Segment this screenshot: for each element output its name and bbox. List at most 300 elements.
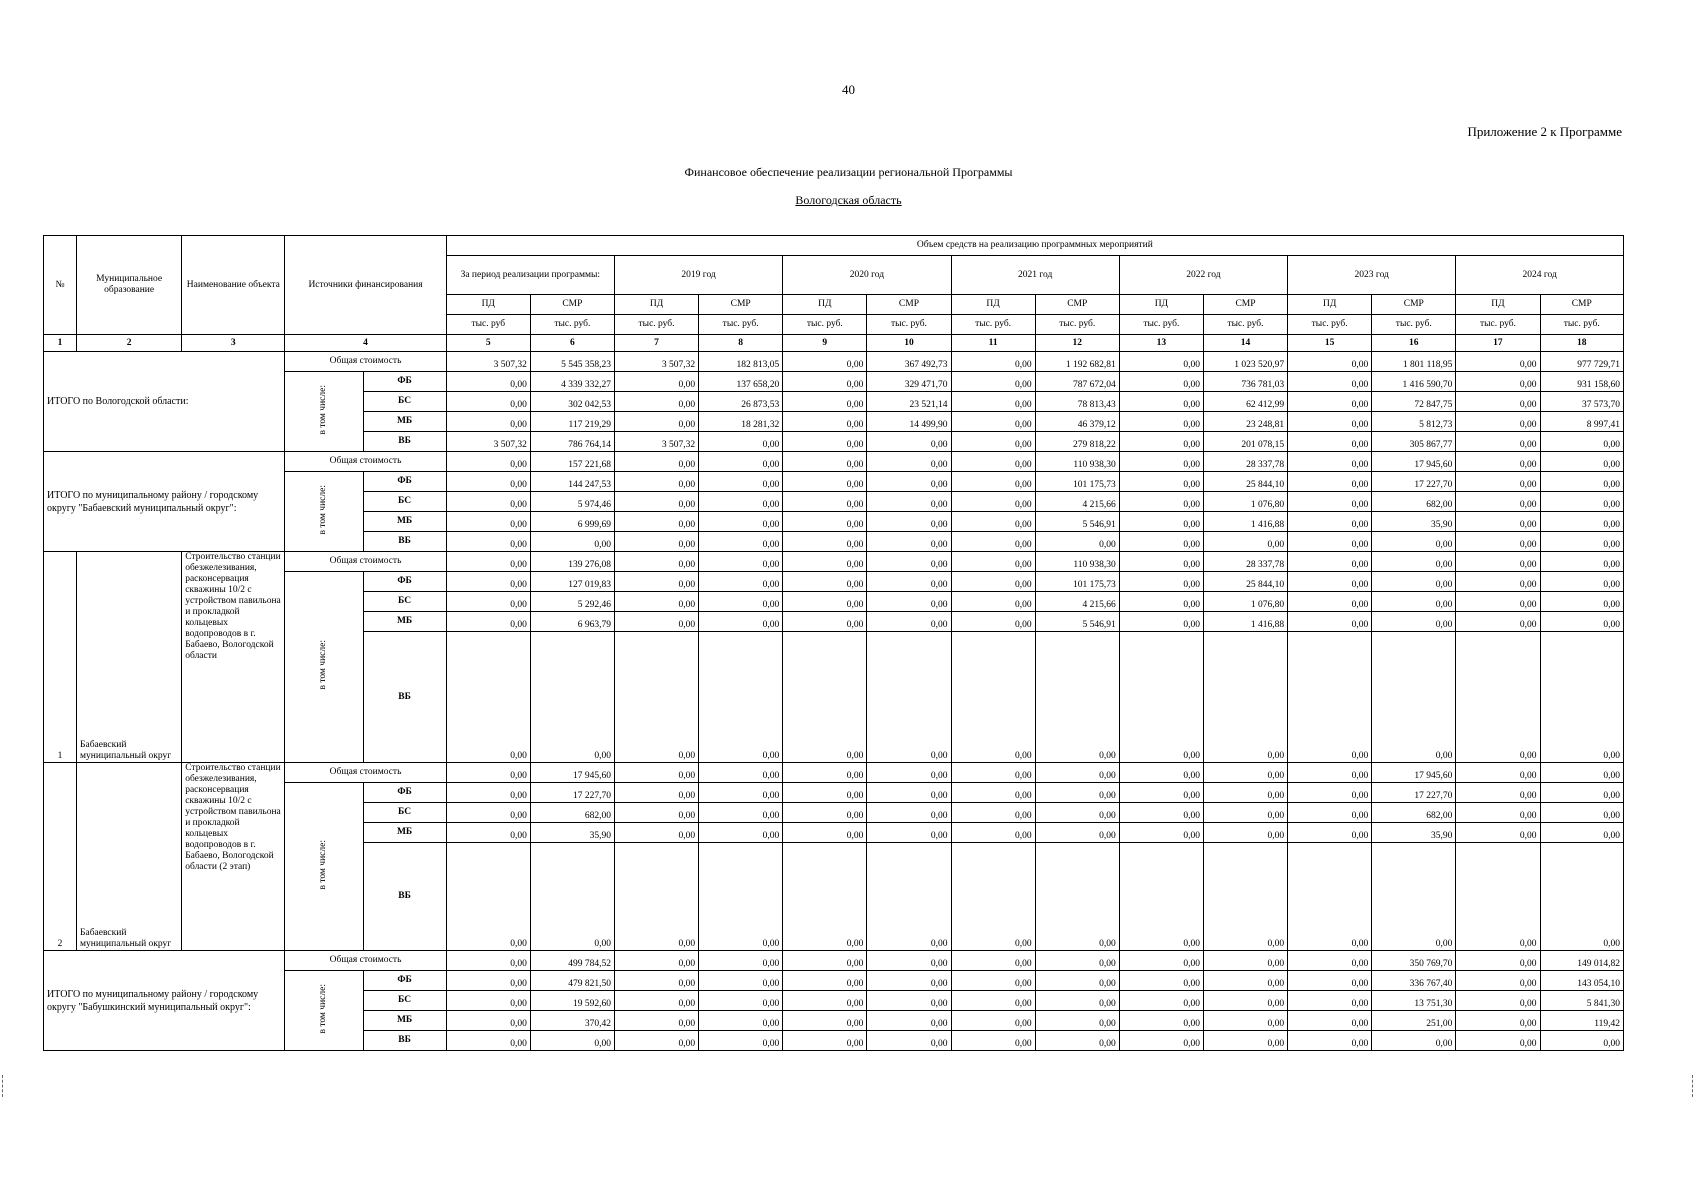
value-cell: 0,00 [446, 1011, 530, 1031]
finance-table [43, 235, 1624, 1051]
table-body [44, 352, 1624, 1051]
value-cell: 0,00 [867, 572, 951, 592]
value-cell: 0,00 [1035, 1031, 1119, 1051]
header-unit: тыс. руб. [1456, 315, 1540, 335]
table-row [44, 552, 1624, 572]
header-unit: тыс. руб. [1372, 315, 1456, 335]
value-cell: 28 337,78 [1203, 452, 1287, 472]
including-label [285, 472, 363, 552]
value-cell: 0,00 [614, 843, 698, 951]
header-year: 2019 год [614, 256, 782, 295]
value-cell: 5 841,30 [1540, 991, 1624, 1011]
value-cell: 28 337,78 [1203, 552, 1287, 572]
value-cell: 0,00 [1288, 843, 1372, 951]
value-cell: 0,00 [1540, 432, 1624, 452]
value-cell: 0,00 [1540, 612, 1624, 632]
column-number: 7 [614, 335, 698, 352]
value-cell: 0,00 [446, 412, 530, 432]
value-cell: 0,00 [1540, 843, 1624, 951]
source-bs: БС [363, 492, 446, 512]
header-unit: тыс. руб. [1035, 315, 1119, 335]
value-cell: 0,00 [783, 412, 867, 432]
value-cell: 0,00 [1288, 783, 1372, 803]
value-cell: 0,00 [446, 592, 530, 612]
value-cell: 0,00 [1119, 843, 1203, 951]
value-cell: 0,00 [783, 1011, 867, 1031]
value-cell: 0,00 [614, 552, 698, 572]
value-cell: 0,00 [951, 452, 1035, 472]
value-cell: 0,00 [1456, 372, 1540, 392]
column-number: 15 [1288, 335, 1372, 352]
value-cell: 144 247,53 [530, 472, 614, 492]
source-mb: МБ [363, 512, 446, 532]
value-cell: 0,00 [1288, 1031, 1372, 1051]
value-cell: 0,00 [1372, 1031, 1456, 1051]
value-cell: 0,00 [1203, 763, 1287, 783]
value-cell: 0,00 [1456, 823, 1540, 843]
value-cell: 0,00 [783, 612, 867, 632]
value-cell: 0,00 [1288, 552, 1372, 572]
value-cell: 0,00 [951, 372, 1035, 392]
column-number: 9 [783, 335, 867, 352]
value-cell: 0,00 [1456, 492, 1540, 512]
column-number: 4 [285, 335, 446, 352]
value-cell: 1 076,80 [1203, 592, 1287, 612]
value-cell: 0,00 [867, 763, 951, 783]
value-cell: 0,00 [699, 532, 783, 552]
value-cell: 0,00 [446, 532, 530, 552]
value-cell: 0,00 [446, 1031, 530, 1051]
value-cell: 0,00 [867, 612, 951, 632]
value-cell: 0,00 [1119, 352, 1203, 372]
value-cell: 0,00 [699, 991, 783, 1011]
value-cell: 0,00 [783, 632, 867, 763]
value-cell: 0,00 [783, 951, 867, 971]
total-title: ИТОГО по Вологодской области: [44, 352, 285, 452]
value-cell: 0,00 [783, 843, 867, 951]
value-cell: 0,00 [1119, 823, 1203, 843]
value-cell: 101 175,73 [1035, 472, 1119, 492]
value-cell: 23 248,81 [1203, 412, 1287, 432]
value-cell: 0,00 [1119, 372, 1203, 392]
value-cell: 0,00 [1456, 612, 1540, 632]
value-cell: 0,00 [699, 803, 783, 823]
header-unit: тыс. руб [446, 315, 530, 335]
value-cell: 0,00 [1456, 412, 1540, 432]
row-index: 1 [44, 552, 77, 763]
value-cell: 0,00 [1540, 632, 1624, 763]
value-cell: 0,00 [1119, 412, 1203, 432]
value-cell: 0,00 [446, 823, 530, 843]
value-cell: 0,00 [446, 991, 530, 1011]
header-year: 2020 год [783, 256, 951, 295]
value-cell: 0,00 [951, 512, 1035, 532]
value-cell: 0,00 [530, 632, 614, 763]
value-cell: 0,00 [783, 452, 867, 472]
value-cell: 787 672,04 [1035, 372, 1119, 392]
value-cell: 0,00 [1372, 612, 1456, 632]
value-cell: 3 507,32 [614, 432, 698, 452]
value-cell: 0,00 [1456, 392, 1540, 412]
value-cell: 0,00 [699, 512, 783, 532]
value-cell: 0,00 [699, 1011, 783, 1031]
source-bs: БС [363, 592, 446, 612]
header-smr: СМР [1035, 295, 1119, 315]
value-cell: 0,00 [783, 552, 867, 572]
value-cell: 0,00 [1203, 971, 1287, 991]
value-cell: 0,00 [1203, 823, 1287, 843]
column-number: 11 [951, 335, 1035, 352]
value-cell: 5 812,73 [1372, 412, 1456, 432]
value-cell: 0,00 [867, 991, 951, 1011]
value-cell: 0,00 [867, 512, 951, 532]
header-smr: СМР [1540, 295, 1624, 315]
source-mb: МБ [363, 1011, 446, 1031]
value-cell: 0,00 [951, 592, 1035, 612]
value-cell: 13 751,30 [1372, 991, 1456, 1011]
value-cell: 0,00 [951, 951, 1035, 971]
value-cell: 479 821,50 [530, 971, 614, 991]
value-cell: 0,00 [614, 452, 698, 472]
document-title: Финансовое обеспечение реализации региональной Программы [684, 165, 1013, 179]
header-pd: ПД [1288, 295, 1372, 315]
header-year: 2022 год [1119, 256, 1287, 295]
value-cell: 682,00 [530, 803, 614, 823]
value-cell: 367 492,73 [867, 352, 951, 372]
value-cell: 127 019,83 [530, 572, 614, 592]
value-cell: 0,00 [1119, 392, 1203, 412]
value-cell: 0,00 [1456, 843, 1540, 951]
source-bs: БС [363, 392, 446, 412]
value-cell: 0,00 [1540, 492, 1624, 512]
value-cell: 0,00 [1035, 763, 1119, 783]
column-number: 6 [530, 335, 614, 352]
value-cell: 0,00 [1288, 803, 1372, 823]
value-cell: 0,00 [783, 803, 867, 823]
value-cell: 0,00 [1203, 1031, 1287, 1051]
header-municipality: Муниципальное образование [77, 236, 182, 335]
municipality-name: Бабаевский муниципальный округ [77, 763, 182, 951]
value-cell: 110 938,30 [1035, 552, 1119, 572]
value-cell: 0,00 [699, 823, 783, 843]
value-cell: 17 227,70 [530, 783, 614, 803]
column-number: 10 [867, 335, 951, 352]
value-cell: 0,00 [951, 392, 1035, 412]
value-cell: 0,00 [614, 512, 698, 532]
value-cell: 0,00 [867, 552, 951, 572]
value-cell: 6 999,69 [530, 512, 614, 532]
value-cell: 302 042,53 [530, 392, 614, 412]
value-cell: 110 938,30 [1035, 452, 1119, 472]
value-cell: 1 801 118,95 [1372, 352, 1456, 372]
value-cell: 0,00 [951, 763, 1035, 783]
value-cell: 0,00 [699, 612, 783, 632]
value-cell: 0,00 [951, 843, 1035, 951]
value-cell: 0,00 [1456, 432, 1540, 452]
value-cell: 1 192 682,81 [1035, 352, 1119, 372]
source-fb: ФБ [363, 372, 446, 392]
value-cell: 0,00 [1372, 552, 1456, 572]
value-cell: 0,00 [867, 592, 951, 612]
value-cell: 0,00 [951, 572, 1035, 592]
total-cost-label: Общая стоимость [285, 951, 446, 971]
value-cell: 0,00 [1456, 452, 1540, 472]
header-unit: тыс. руб. [1119, 315, 1203, 335]
value-cell: 0,00 [1456, 572, 1540, 592]
value-cell: 3 507,32 [446, 352, 530, 372]
header-pd: ПД [1456, 295, 1540, 315]
value-cell: 0,00 [699, 951, 783, 971]
value-cell: 0,00 [1288, 612, 1372, 632]
column-number: 1 [44, 335, 77, 352]
value-cell: 0,00 [614, 412, 698, 432]
value-cell: 0,00 [1456, 991, 1540, 1011]
value-cell: 17 945,60 [530, 763, 614, 783]
source-fb: ФБ [363, 472, 446, 492]
value-cell: 0,00 [614, 783, 698, 803]
value-cell: 0,00 [446, 843, 530, 951]
total-cost-label: Общая стоимость [285, 352, 446, 372]
column-number: 12 [1035, 335, 1119, 352]
value-cell: 18 281,32 [699, 412, 783, 432]
value-cell: 0,00 [1288, 452, 1372, 472]
value-cell: 0,00 [699, 492, 783, 512]
value-cell: 0,00 [446, 971, 530, 991]
value-cell: 0,00 [1288, 971, 1372, 991]
source-mb: МБ [363, 412, 446, 432]
value-cell: 0,00 [951, 612, 1035, 632]
value-cell: 0,00 [446, 612, 530, 632]
value-cell: 35,90 [1372, 512, 1456, 532]
header-smr: СМР [530, 295, 614, 315]
including-label [285, 971, 363, 1051]
source-bs: БС [363, 803, 446, 823]
header-pd: ПД [951, 295, 1035, 315]
value-cell: 0,00 [1119, 783, 1203, 803]
value-cell: 0,00 [1119, 1031, 1203, 1051]
value-cell: 0,00 [1035, 823, 1119, 843]
value-cell: 149 014,82 [1540, 951, 1624, 971]
column-number: 13 [1119, 335, 1203, 352]
value-cell: 3 507,32 [446, 432, 530, 452]
value-cell: 0,00 [1119, 532, 1203, 552]
value-cell: 0,00 [783, 783, 867, 803]
header-year: 2021 год [951, 256, 1119, 295]
value-cell: 0,00 [1035, 632, 1119, 763]
value-cell: 1 416,88 [1203, 512, 1287, 532]
value-cell: 329 471,70 [867, 372, 951, 392]
including-text: в том числе: [318, 484, 329, 535]
value-cell: 0,00 [530, 532, 614, 552]
column-number: 17 [1456, 335, 1540, 352]
value-cell: 0,00 [614, 823, 698, 843]
column-number: 5 [446, 335, 530, 352]
value-cell: 0,00 [699, 783, 783, 803]
value-cell: 0,00 [1119, 951, 1203, 971]
value-cell: 0,00 [614, 472, 698, 492]
value-cell: 736 781,03 [1203, 372, 1287, 392]
value-cell: 25 844,10 [1203, 572, 1287, 592]
value-cell: 0,00 [783, 991, 867, 1011]
value-cell: 137 658,20 [699, 372, 783, 392]
value-cell: 0,00 [1540, 783, 1624, 803]
header-unit: тыс. руб. [699, 315, 783, 335]
object-name: Строительство станции обезжелезивания, расконсервация скважины 10/2 с устройством павильона и прокладкой кольцевых водопроводов в г. Бабаево, Вологодской области [182, 552, 285, 763]
value-cell: 0,00 [446, 803, 530, 823]
value-cell: 0,00 [867, 472, 951, 492]
value-cell: 786 764,14 [530, 432, 614, 452]
value-cell: 0,00 [867, 492, 951, 512]
value-cell: 0,00 [1119, 971, 1203, 991]
value-cell: 0,00 [1456, 1011, 1540, 1031]
value-cell: 0,00 [1456, 352, 1540, 372]
value-cell: 0,00 [783, 512, 867, 532]
value-cell: 17 945,60 [1372, 763, 1456, 783]
header-year: 2023 год [1288, 256, 1456, 295]
value-cell: 0,00 [446, 492, 530, 512]
value-cell: 157 221,68 [530, 452, 614, 472]
value-cell: 0,00 [446, 783, 530, 803]
value-cell: 0,00 [1456, 763, 1540, 783]
value-cell: 0,00 [446, 632, 530, 763]
header-unit: тыс. руб. [1288, 315, 1372, 335]
value-cell: 5 974,46 [530, 492, 614, 512]
value-cell: 0,00 [1119, 803, 1203, 823]
value-cell: 0,00 [446, 763, 530, 783]
value-cell: 279 818,22 [1035, 432, 1119, 452]
value-cell: 0,00 [1288, 991, 1372, 1011]
value-cell: 0,00 [951, 492, 1035, 512]
object-name: Строительство станции обезжелезивания, расконсервация скважины 10/2 с устройством павильона и прокладкой кольцевых водопроводов в г. Бабаево, Вологодской области (2 этап) [182, 763, 285, 951]
value-cell: 4 215,66 [1035, 592, 1119, 612]
value-cell: 0,00 [1456, 803, 1540, 823]
value-cell: 0,00 [1288, 532, 1372, 552]
value-cell: 0,00 [446, 372, 530, 392]
source-vb: ВБ [363, 632, 446, 763]
header-pd: ПД [446, 295, 530, 315]
value-cell: 0,00 [446, 452, 530, 472]
column-number: 14 [1203, 335, 1287, 352]
value-cell: 0,00 [951, 823, 1035, 843]
value-cell: 0,00 [867, 432, 951, 452]
value-cell: 0,00 [614, 372, 698, 392]
column-number: 3 [182, 335, 285, 352]
value-cell: 0,00 [1203, 783, 1287, 803]
value-cell: 0,00 [1288, 592, 1372, 612]
value-cell: 0,00 [867, 783, 951, 803]
source-mb: МБ [363, 612, 446, 632]
header-num: № [44, 236, 77, 335]
value-cell: 5 545 358,23 [530, 352, 614, 372]
value-cell: 0,00 [1119, 432, 1203, 452]
value-cell: 0,00 [1540, 452, 1624, 472]
value-cell: 0,00 [1119, 512, 1203, 532]
value-cell: 46 379,12 [1035, 412, 1119, 432]
value-cell: 101 175,73 [1035, 572, 1119, 592]
value-cell: 0,00 [867, 843, 951, 951]
value-cell: 0,00 [867, 823, 951, 843]
including-text: в том числе: [318, 983, 329, 1034]
total-cost-label: Общая стоимость [285, 763, 446, 783]
value-cell: 62 412,99 [1203, 392, 1287, 412]
header-unit: тыс. руб. [951, 315, 1035, 335]
region-title: Вологодская область [795, 193, 902, 207]
header-unit: тыс. руб. [530, 315, 614, 335]
value-cell: 0,00 [699, 592, 783, 612]
value-cell: 0,00 [1372, 592, 1456, 612]
value-cell: 0,00 [1540, 572, 1624, 592]
column-number-row [44, 335, 1624, 352]
value-cell: 0,00 [867, 1031, 951, 1051]
value-cell: 0,00 [783, 592, 867, 612]
value-cell: 0,00 [1540, 763, 1624, 783]
value-cell: 0,00 [446, 552, 530, 572]
table-row [44, 352, 1624, 372]
header-unit: тыс. руб. [1203, 315, 1287, 335]
value-cell: 143 054,10 [1540, 971, 1624, 991]
value-cell: 0,00 [783, 392, 867, 412]
value-cell: 0,00 [783, 352, 867, 372]
source-vb: ВБ [363, 1031, 446, 1051]
value-cell: 0,00 [530, 1031, 614, 1051]
value-cell: 0,00 [1456, 951, 1540, 971]
value-cell: 0,00 [1288, 372, 1372, 392]
value-cell: 0,00 [783, 572, 867, 592]
value-cell: 0,00 [614, 532, 698, 552]
value-cell: 0,00 [1456, 1031, 1540, 1051]
value-cell: 0,00 [1035, 532, 1119, 552]
total-cost-label: Общая стоимость [285, 452, 446, 472]
value-cell: 0,00 [867, 803, 951, 823]
value-cell: 0,00 [1288, 1011, 1372, 1031]
value-cell: 0,00 [1203, 532, 1287, 552]
source-mb: МБ [363, 823, 446, 843]
value-cell: 0,00 [951, 412, 1035, 432]
value-cell: 0,00 [1456, 632, 1540, 763]
value-cell: 0,00 [699, 632, 783, 763]
value-cell: 682,00 [1372, 492, 1456, 512]
including-text: в том числе: [318, 640, 329, 690]
header-volume: Объем средств на реализацию программных мероприятий [446, 236, 1623, 256]
column-number: 2 [77, 335, 182, 352]
value-cell: 0,00 [614, 991, 698, 1011]
value-cell: 14 499,90 [867, 412, 951, 432]
value-cell: 0,00 [699, 1031, 783, 1051]
including-text: в том числе: [318, 839, 329, 890]
value-cell: 0,00 [1119, 612, 1203, 632]
value-cell: 0,00 [614, 572, 698, 592]
value-cell: 499 784,52 [530, 951, 614, 971]
value-cell: 0,00 [951, 971, 1035, 991]
value-cell: 0,00 [1119, 763, 1203, 783]
value-cell: 0,00 [1540, 1031, 1624, 1051]
value-cell: 0,00 [867, 971, 951, 991]
column-number: 16 [1372, 335, 1456, 352]
value-cell: 26 873,53 [699, 392, 783, 412]
value-cell: 0,00 [1203, 991, 1287, 1011]
value-cell: 1 416 590,70 [1372, 372, 1456, 392]
value-cell: 0,00 [1540, 532, 1624, 552]
value-cell: 0,00 [1456, 783, 1540, 803]
value-cell: 0,00 [614, 612, 698, 632]
value-cell: 78 813,43 [1035, 392, 1119, 412]
value-cell: 0,00 [1288, 392, 1372, 412]
column-number: 18 [1540, 335, 1624, 352]
value-cell: 0,00 [1119, 552, 1203, 572]
value-cell: 931 158,60 [1540, 372, 1624, 392]
value-cell: 19 592,60 [530, 991, 614, 1011]
value-cell: 0,00 [951, 803, 1035, 823]
